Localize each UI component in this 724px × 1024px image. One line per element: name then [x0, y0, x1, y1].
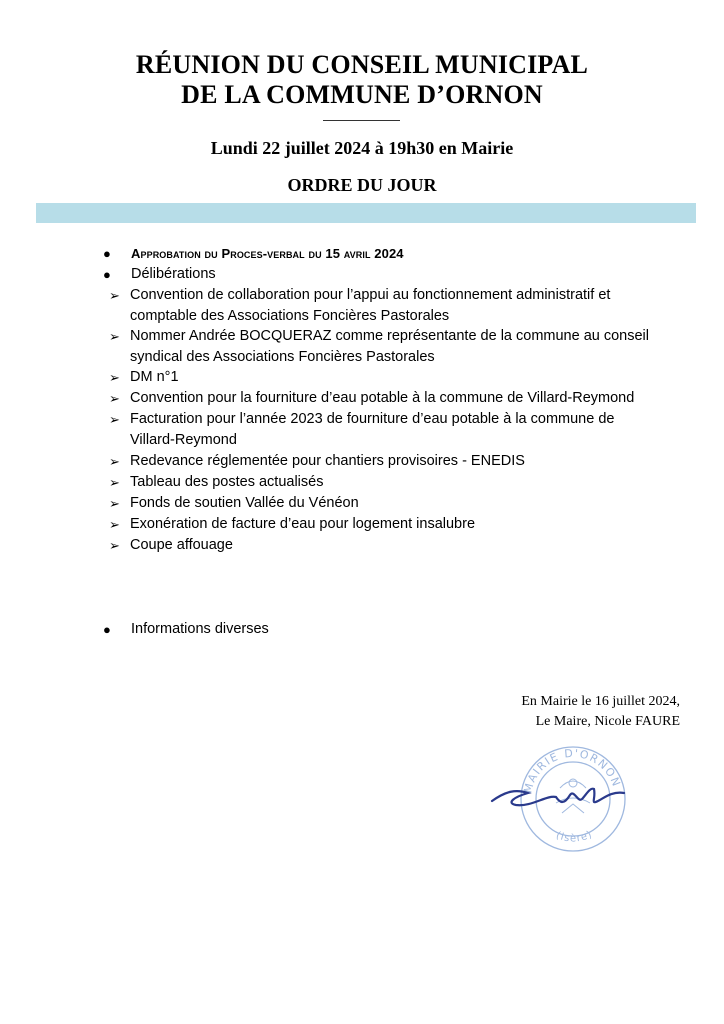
deliberation-item: Nommer Andrée BOCQUERAZ comme représentante de la commune au conseil syndical des Associations Foncières Pastorales [130, 328, 649, 365]
deliberation-item: Exonération de facture d’eau pour logement insalubre [130, 516, 476, 532]
bullet-icon: ● [103, 622, 111, 637]
arrow-bullet-icon: ➢ [109, 391, 120, 406]
deliberation-item: Convention pour la fourniture d’eau potable à la commune de Villard-Reymond [130, 390, 635, 406]
arrow-bullet-icon: ➢ [109, 454, 120, 469]
arrow-bullet-icon: ➢ [109, 538, 120, 553]
title-line-1: RÉUNION DU CONSEIL MUNICIPAL [135, 50, 589, 79]
svg-text:(Isère) [554, 829, 594, 845]
deliberation-item: DM n°1 [130, 369, 179, 385]
deliberations-label: Délibérations [131, 266, 216, 282]
deliberation-item: Fonds de soutien Vallée du Vénéon [130, 495, 359, 511]
deliberation-item: Tableau des postes actualisés [130, 474, 324, 490]
mayor-stamp-signature [486, 743, 646, 863]
stamp-text-bottom: (Isère) [554, 828, 595, 845]
arrow-bullet-icon: ➢ [109, 496, 120, 511]
deliberation-item: Facturation pour l’année 2023 de fourniture d’eau potable à la commune de Villard-Reymond [130, 411, 615, 448]
official-stamp [521, 747, 625, 851]
header-band [36, 203, 696, 223]
arrow-bullet-icon: ➢ [109, 288, 120, 303]
arrow-bullet-icon: ➢ [109, 517, 120, 532]
meeting-date: Lundi 22 juillet 2024 à 19h30 en Mairie [210, 138, 514, 158]
bullet-icon: ● [103, 246, 111, 261]
document-title [0, 50, 724, 110]
deliberation-item: Redevance réglementée pour chantiers provisoires - ENEDIS [130, 453, 525, 469]
signoff-block [521, 692, 680, 732]
deliberation-item: Coupe affouage [130, 537, 233, 553]
deliberation-item: Convention de collaboration pour l’appui au fonctionnement administratif et comptable des Associations Foncières Pastorales [130, 287, 611, 324]
title-divider [323, 120, 400, 121]
informations-item: Informations diverses [131, 621, 269, 637]
arrow-bullet-icon: ➢ [109, 329, 120, 344]
signoff-date: En Mairie le 16 juillet 2024, [521, 694, 680, 709]
approval-item: Approbation du Proces-verbal du 15 avril 2024 [131, 246, 404, 261]
signoff-mayor: Le Maire, Nicole FAURE [535, 714, 680, 729]
bullet-icon: ● [103, 267, 111, 282]
arrow-bullet-icon: ➢ [109, 475, 120, 490]
stamp-text-top: MAIRIE D'ORNON [521, 746, 624, 795]
arrow-bullet-icon: ➢ [109, 370, 120, 385]
mayor-signature [492, 789, 624, 806]
arrow-bullet-icon: ➢ [109, 412, 120, 427]
agenda-heading: ORDRE DU JOUR [287, 175, 437, 195]
title-line-2: DE LA COMMUNE D’ORNON [181, 80, 543, 109]
